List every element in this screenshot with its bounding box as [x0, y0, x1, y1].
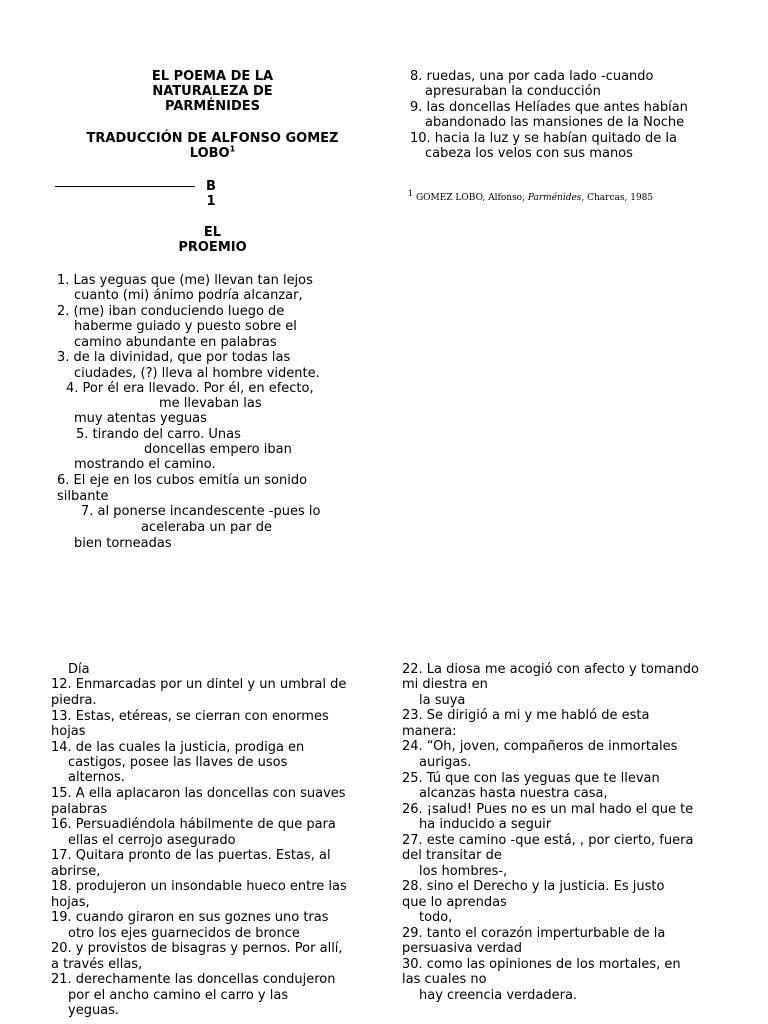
- verse-line: que lo aprendas: [402, 895, 507, 910]
- translation-credit: [60, 131, 365, 161]
- verse-line: mi diestra en: [402, 677, 488, 692]
- section-number: 1: [206, 194, 216, 209]
- verse-line: 30. como las opiniones de los mortales, en: [402, 957, 681, 972]
- verse-line: 14. de las cuales la justicia, prodiga en: [51, 740, 305, 755]
- verse-line: las cuales no: [402, 972, 487, 987]
- verse-line: hojas: [51, 724, 86, 739]
- verse-line: ciudades, (?) lleva al hombre vidente.: [74, 366, 320, 381]
- verse-line: palabras: [51, 802, 108, 817]
- verse-line: 17. Quitara pronto de las puertas. Estas, al: [51, 848, 331, 863]
- verse-line: abrirse,: [51, 864, 101, 879]
- verse-line: piedra.: [51, 693, 97, 708]
- verse-line: camino abundante en palabras: [74, 335, 277, 350]
- separator-rule: [55, 186, 195, 187]
- title-line-3: PARMÉNIDES: [165, 99, 260, 114]
- verse-line: 24. “Oh, joven, compañeros de inmortales: [402, 739, 678, 754]
- section-label: [200, 179, 222, 209]
- verse-line: 20. y provistos de bisagras y pernos. Por allí,: [51, 941, 343, 956]
- verse-line: aceleraba un par de: [141, 520, 272, 535]
- verse-line: me llevaban las: [159, 396, 262, 411]
- verse-line: 2. (me) iban conduciendo luego de: [57, 304, 285, 319]
- verse-line: mostrando el camino.: [74, 457, 216, 472]
- verse-line: persuasiva verdad: [402, 941, 523, 956]
- verse-line: hay creencia verdadera.: [419, 988, 578, 1003]
- verse-line: castigos, posee las llaves de usos: [68, 755, 288, 770]
- verse-line: alcanzas hasta nuestra casa,: [419, 786, 608, 801]
- translation-line-1: TRADUCCIÓN DE ALFONSO GOMEZ: [86, 131, 339, 146]
- verse-line: 9. las doncellas Helíades que antes habían: [410, 100, 688, 115]
- verse-line: 10. hacia la luz y se habían quitado de la: [410, 131, 677, 146]
- verse-line: 5. tirando del carro. Unas: [76, 427, 241, 442]
- verse-line: ellas el cerrojo asegurado: [68, 833, 236, 848]
- verse-line: 16. Persuadiéndola hábilmente de que para: [51, 817, 336, 832]
- verse-line: manera:: [402, 724, 457, 739]
- verse-line: 27. este camino -que está, , por cierto, fuera: [402, 833, 694, 848]
- verse-line: 29. tanto el corazón imperturbable de la: [402, 926, 666, 941]
- verse-line: alternos.: [68, 770, 125, 785]
- footnote-marker: 1: [408, 189, 414, 198]
- verse-line: 18. produjeron un insondable hueco entre las: [51, 879, 347, 894]
- verse-line: Día: [68, 662, 90, 677]
- footnote-work: Parménides: [527, 193, 582, 203]
- verse-line: 3. de la divinidad, que por todas las: [57, 350, 291, 365]
- verse-line: 4. Por él era llevado. Por él, en efecto,: [66, 381, 314, 396]
- verse-line: 13. Estas, etéreas, se cierran con enormes: [51, 709, 329, 724]
- verse-line: 19. cuando giraron en sus goznes uno tras: [51, 910, 329, 925]
- verse-line: los hombres-,: [419, 864, 508, 879]
- footnote: [408, 191, 653, 207]
- proem-line-1: EL: [203, 225, 222, 240]
- verse-line: todo,: [419, 910, 453, 925]
- verse-line: ha inducido a seguir: [419, 817, 552, 832]
- title-line-2: NATURALEZA DE: [152, 84, 273, 99]
- verse-line: 28. sino el Derecho y la justicia. Es justo: [402, 879, 665, 894]
- proem-heading: [160, 225, 265, 255]
- verse-line: la suya: [419, 693, 466, 708]
- verse-line: 8. ruedas, una por cada lado -cuando: [410, 69, 654, 84]
- verse-line: 7. al ponerse incandescente -pues lo: [81, 504, 321, 519]
- verse-line: apresuraban la conducción: [425, 84, 601, 99]
- verse-line: yeguas.: [68, 1003, 120, 1018]
- verse-line: 23. Se dirigió a mi y me habló de esta: [402, 708, 650, 723]
- verse-line: haberme guiado y puesto sobre el: [74, 319, 297, 334]
- verse-line: aurigas.: [419, 755, 472, 770]
- verse-line: doncellas empero iban: [144, 442, 292, 457]
- poem-title: [110, 69, 315, 114]
- verse-line: 1. Las yeguas que (me) llevan tan lejos: [57, 273, 313, 288]
- verse-line: 26. ¡salud! Pues no es un mal hado el que te: [402, 802, 694, 817]
- footnote-ref[interactable]: 1: [229, 144, 236, 154]
- translation-line-2: LOBO$^1$: [189, 144, 236, 161]
- verse-line: 25. Tú que con las yeguas que te llevan: [402, 771, 660, 786]
- verse-line: abandonado las mansiones de la Noche: [425, 115, 685, 130]
- verse-line: 12. Enmarcadas por un dintel y un umbral de: [51, 677, 347, 692]
- verse-line: otro los ejes guarnecidos de bronce: [68, 926, 300, 941]
- verse-line: cuanto (mi) ánimo podría alcanzar,: [74, 288, 303, 303]
- verse-line: cabeza los velos con sus manos: [425, 146, 633, 161]
- footnote-author: GOMEZ LOBO, Alfonso,: [415, 193, 525, 203]
- verse-line: 22. La diosa me acogió con afecto y tomando: [402, 662, 699, 677]
- footnote-publisher: , Charcas, 1985: [581, 193, 654, 203]
- verse-line: silbante: [57, 489, 109, 504]
- verse-line: 6. El eje en los cubos emitía un sonido: [57, 473, 308, 488]
- verse-line: a través ellas,: [51, 957, 143, 972]
- section-letter: B: [206, 179, 216, 194]
- verse-line: 15. A ella aplacaron las doncellas con suaves: [51, 786, 346, 801]
- verse-line: muy atentas yeguas: [74, 411, 207, 426]
- verse-line: 21. derechamente las doncellas condujeron: [51, 972, 336, 987]
- verse-line: del transitar de: [402, 848, 502, 863]
- verse-line: por el ancho camino el carro y las: [68, 988, 289, 1003]
- verse-line: bien torneadas: [74, 536, 172, 551]
- proem-line-2: PROEMIO: [178, 240, 247, 255]
- verse-line: hojas,: [51, 895, 90, 910]
- title-line-1: EL POEMA DE LA: [151, 69, 274, 84]
